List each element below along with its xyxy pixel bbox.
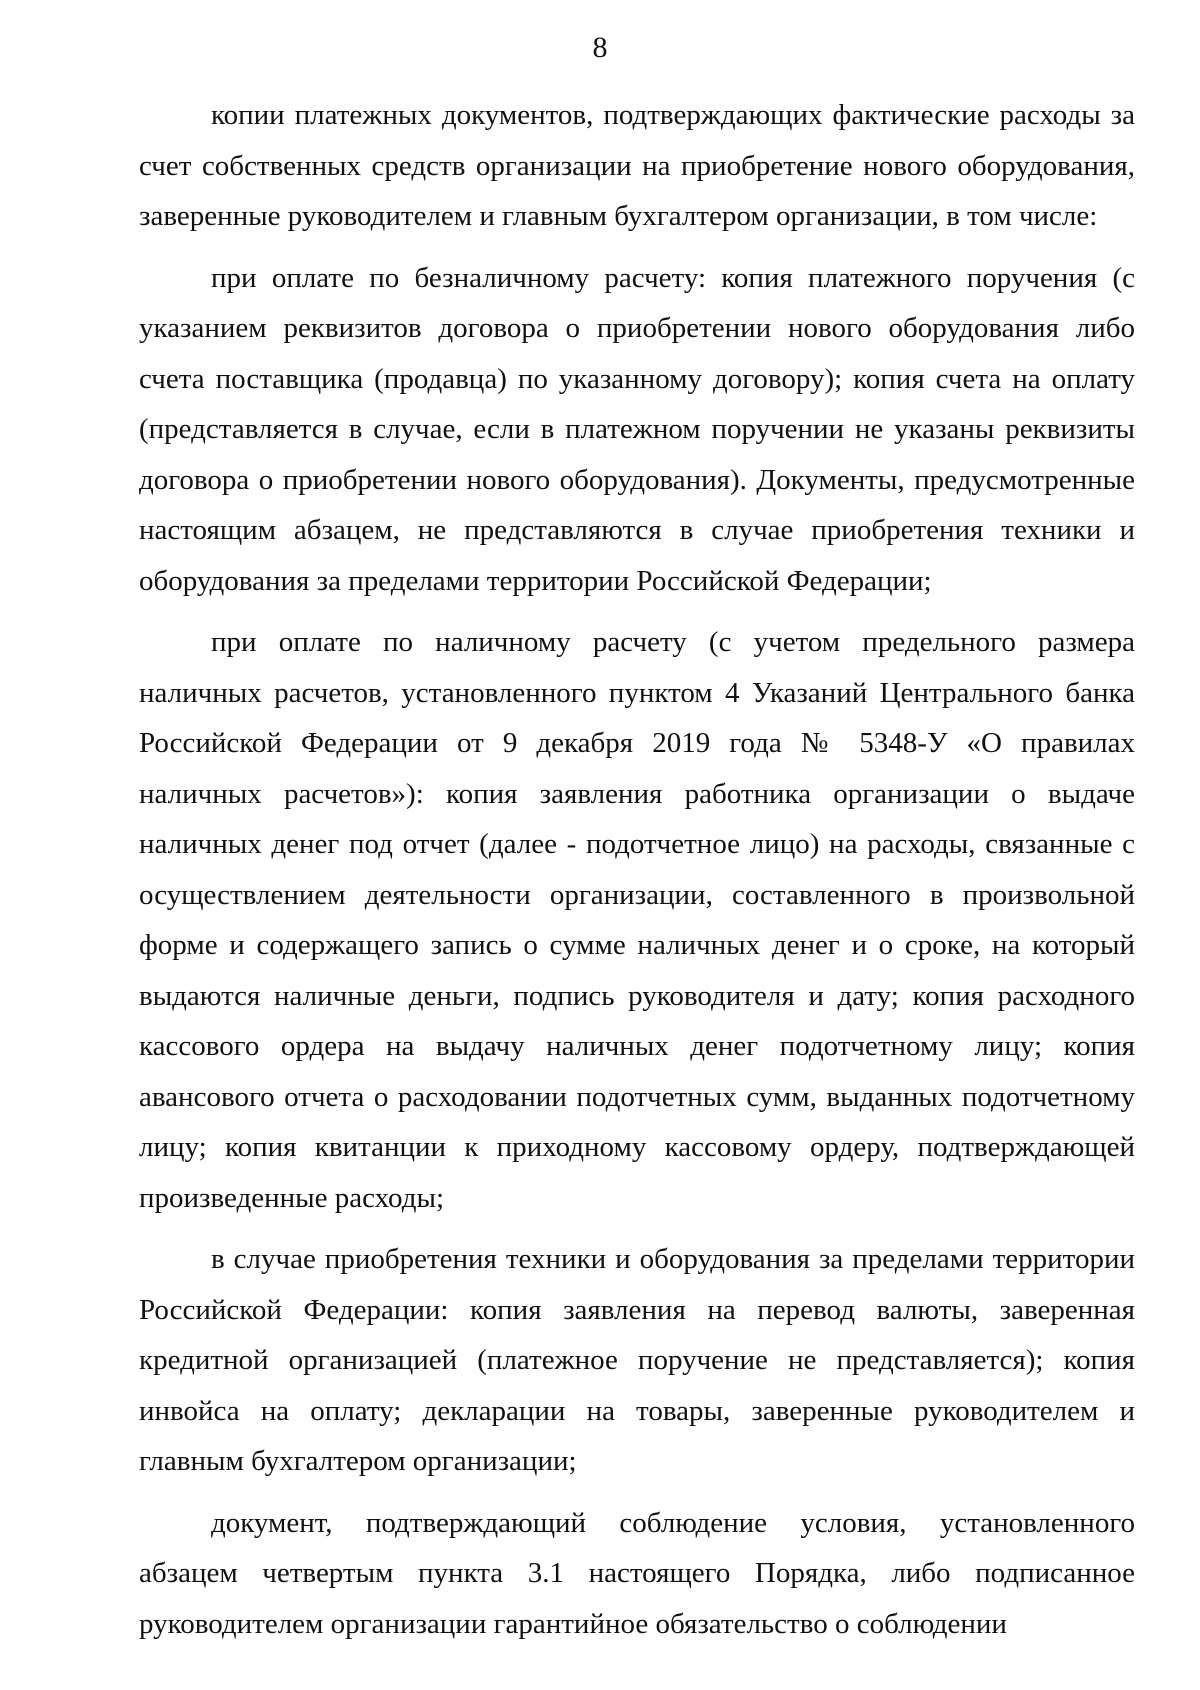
paragraph-cash-payment: при оплате по наличному расчету (с учетом предельного размера наличных расчетов, установленного пунктом 4 Указаний Центрального банка Российской Федерации от 9 декабря 2019 года № 5348-У «О правилах наличных расчетов»): копия заявления работника организации о выдаче наличных денег под отчет (далее - подотчетное лицо) на расходы, связанные с осуществлением деятельности организации, составленного в произвольной форме и содержащего запись о сумме наличных денег и о сроке, на который выдаются наличные деньги, подпись руководителя и дату; копия расходного кассового ордера на выдачу наличных денег подотчетному лицу; копия авансового отчета о расходовании подотчетных сумм, выданных подотчетному лицу; копия квитанции к приходному кассовому ордеру, подтверждающей произведенные расходы;	[139, 626, 1135, 1214]
document-body	[139, 90, 1135, 1649]
page-number: 8	[592, 31, 608, 64]
paragraph-payment-documents: копии платежных документов, подтверждающих фактические расходы за счет собственных средств организации на приобретение нового оборудования, заверенные руководителем и главным бухгалтером организации, в том числе:	[139, 99, 1135, 232]
paragraph-foreign-purchase: в случае приобретения техники и оборудования за пределами территории Российской Федерации: копия заявления на перевод валюты, заверенная кредитной организацией (платежное поручение не представляется); копия инвойса на оплату; декларации на товары, заверенные руководителем и главным бухгалтером организации;	[139, 1243, 1135, 1477]
paragraph-cashless-payment: при оплате по безналичному расчету: копия платежного поручения (с указанием реквизитов договора о приобретении нового оборудования либо счета поставщика (продавца) по указанному договору); копия счета на оплату (представляется в случае, если в платежном поручении не указаны реквизиты договора о приобретении нового оборудования). Документы, предусмотренные настоящим абзацем, не представляются в случае приобретения техники и оборудования за пределами территории Российской Федерации;	[139, 261, 1135, 597]
paragraph-compliance-document: документ, подтверждающий соблюдение условия, установленного абзацем четвертым пункта 3.1 настоящего Порядка, либо подписанное руководителем организации гарантийное обязательство о соблюдении	[139, 1506, 1135, 1640]
